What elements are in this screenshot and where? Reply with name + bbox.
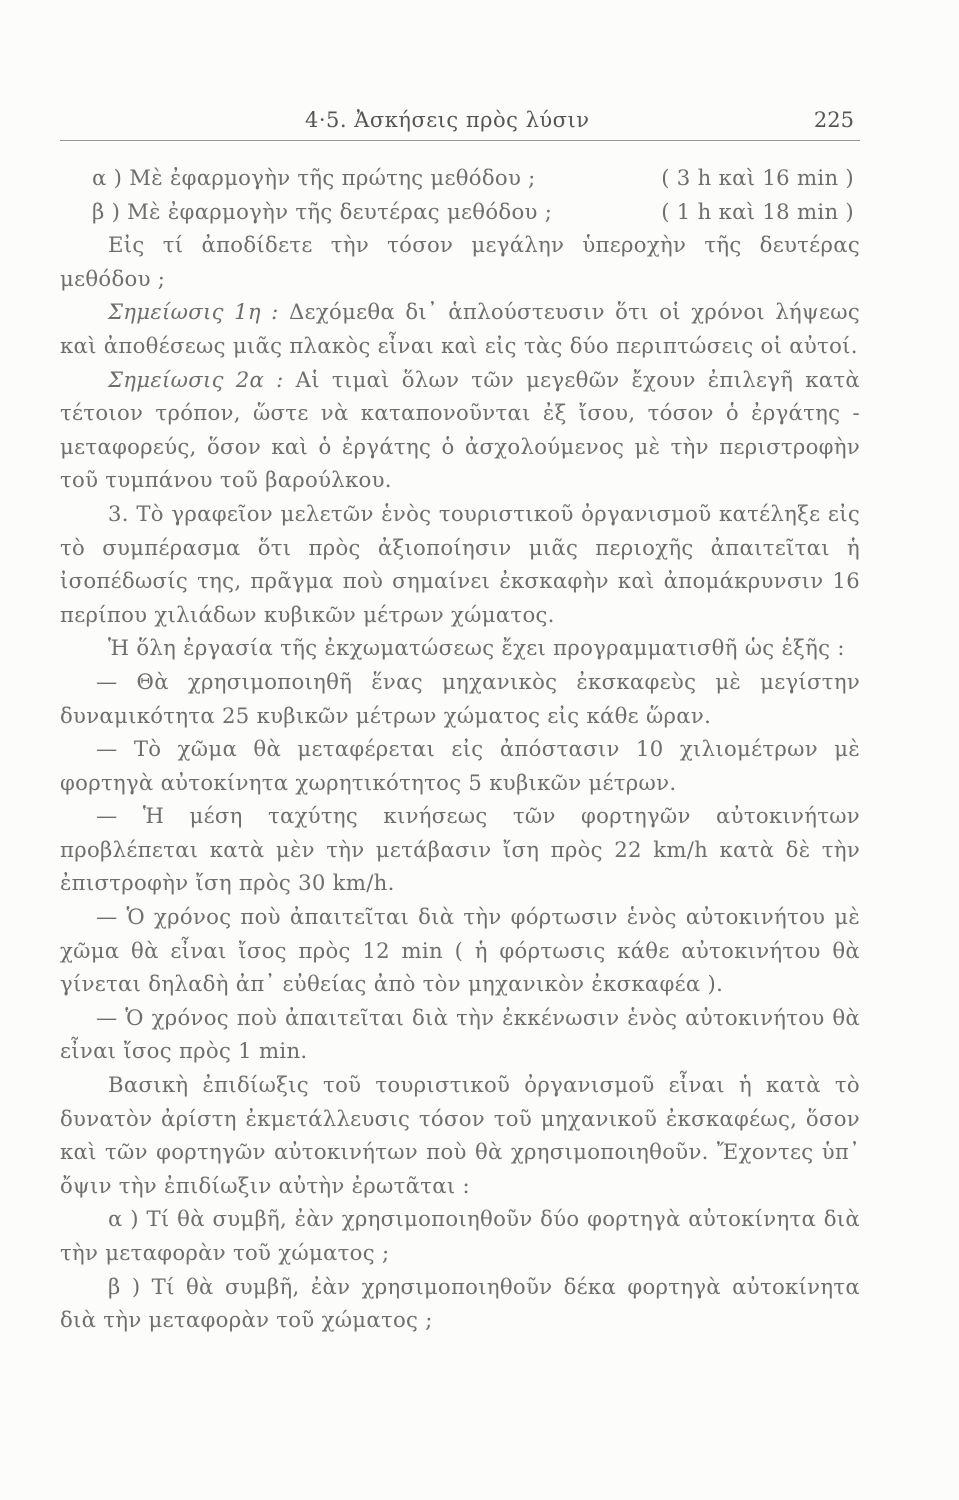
program-item: — Θὰ χρησιμοποιηθῆ ἕνας μηχανικὸς ἐκσκαφεὺς μὲ μεγίστην δυναμικότητα 25 κυβικῶν μέτρων χώματος εἰς κάθε ὥραν. <box>60 668 860 728</box>
question-b <box>60 195 860 229</box>
note-1-label: Σημείωσις 1η : <box>108 299 279 325</box>
program-item: — Ὁ χρόνος ποὺ ἀπαιτεῖται διὰ τὴν ἐκκένωσιν ἑνὸς αὐτοκινήτου θὰ εἶναι ἴσος πρὸς 1 min. <box>60 1004 860 1064</box>
program-item: — Τὸ χῶμα θὰ μεταφέρεται εἰς ἀπόστασιν 10 χιλιομέτρων μὲ φορτηγὰ αὐτοκίνητα χωρητικότητος 5 κυβικῶν μέτρων. <box>60 736 860 795</box>
book-page <box>60 100 860 1337</box>
question-a-text: α ) Μὲ ἐφαρμογὴν τῆς πρώτης μεθόδου ; <box>92 165 536 190</box>
question-c: Εἰς τί ἀποδίδετε τὴν τόσον μεγάλην ὑπεροχὴν τῆς δευτέρας μεθόδου ; <box>60 232 860 291</box>
page-header <box>60 100 860 141</box>
program-item: — Ὁ χρόνος ποὺ ἀπαιτεῖται διὰ τὴν φόρτωσιν ἑνὸς αὐτοκινήτου μὲ χῶμα θὰ εἶναι ἴσος πρὸς 12 min ( ἡ φόρτωσις κάθε αὐτοκινήτου θὰ γίνεται δηλαδὴ ἀπ᾽ εὐθείας ἀπὸ τὸν μηχανικὸν ἐκσκαφέα ). <box>60 904 860 997</box>
page-body <box>60 161 860 1337</box>
note-2-label: Σημείωσις 2α : <box>108 366 284 392</box>
problem-3-intro: 3. Τὸ γραφεῖον μελετῶν ἑνὸς τουριστικοῦ ὀργανισμοῦ κατέληξε εἰς τὸ συμπέρασμα ὅτι πρὸς ἀξιοποίησιν μιᾶς περιοχῆς ἀπαιτεῖται ἡ ἰσοπέδωσίς της, πρᾶγμα ποὺ σημαίνει ἐκσκαφὴν καὶ ἀπομάκρυνσιν 16 περίπου χιλιάδων κυβικῶν μέτρων χώματος. <box>60 500 860 627</box>
question-a-answer: ( 3 h καὶ 16 min ) <box>661 165 854 190</box>
question-b-answer: ( 1 h καὶ 18 min ) <box>661 198 854 224</box>
problem-3-question-a: α ) Τί θὰ συμβῆ, ἐὰν χρησιμοποιηθοῦν δύο φορτηγὰ αὐτοκίνητα διὰ τὴν μεταφορὰν τοῦ χώματος ; <box>60 1206 860 1265</box>
note-2 <box>60 363 860 497</box>
section-title: 4·5. Ἀσκήσεις πρὸς λύσιν <box>305 108 590 132</box>
note-2-text: Αἱ τιμαὶ ὅλων τῶν μεγεθῶν ἔχουν ἐπιλεγῆ κατὰ τέτοιον τρόπον, ὥστε νὰ καταπονοῦνται ἐξ ἴσου, τόσον ὁ ἐργάτης - μεταφορεύς, ὅσον καὶ ὁ ἐργάτης ὁ ἀσχολούμενος μὲ τὴν περιστροφὴν τοῦ τυμπάνου τοῦ βαρούλκου. <box>60 366 860 493</box>
note-1-text: Δεχόμεθα δι᾽ ἁπλούστευσιν ὅτι οἱ χρόνοι λήψεως καὶ ἀποθέσεως μιᾶς πλακὸς εἶναι καὶ εἰς τὰς δύο περιπτώσεις οἱ αὐτοί. <box>60 299 860 358</box>
question-b-text: β ) Μὲ ἐφαρμογὴν τῆς δευτέρας μεθόδου ; <box>92 198 553 224</box>
page-number: 225 <box>813 108 854 132</box>
question-a <box>60 161 860 195</box>
problem-3-question-b: β ) Τί θὰ συμβῆ, ἐὰν χρησιμοποιηθοῦν δέκα φορτηγὰ αὐτοκίνητα διὰ τὴν μεταφορὰν τοῦ χώματος ; <box>60 1273 860 1333</box>
problem-3-goal: Βασικὴ ἐπιδίωξις τοῦ τουριστικοῦ ὀργανισμοῦ εἶναι ἡ κατὰ τὸ δυνατὸν ἀρίστη ἐκμετάλλευσις τόσον τοῦ μηχανικοῦ ἐκσκαφέως, ὅσον καὶ τῶν φορτηγῶν αὐτοκινήτων ποὺ θὰ χρησιμοποιηθοῦν. Ἔχοντες ὑπ᾽ ὄψιν τὴν ἐπιδίωξιν αὐτὴν ἐρωτᾶται : <box>60 1072 860 1198</box>
program-item: — Ἡ μέση ταχύτης κινήσεως τῶν φορτηγῶν αὐτοκινήτων προβλέπεται κατὰ μὲν τὴν μετάβασιν ἴση πρὸς 22 km/h κατὰ δὲ τὴν ἐπιστροφὴν ἴση πρὸς 30 km/h. <box>60 803 860 896</box>
problem-3-program: Ἡ ὅλη ἐργασία τῆς ἐκχωματώσεως ἔχει προγραμματισθῆ ὡς ἑξῆς : <box>108 635 845 661</box>
note-1 <box>60 295 860 362</box>
